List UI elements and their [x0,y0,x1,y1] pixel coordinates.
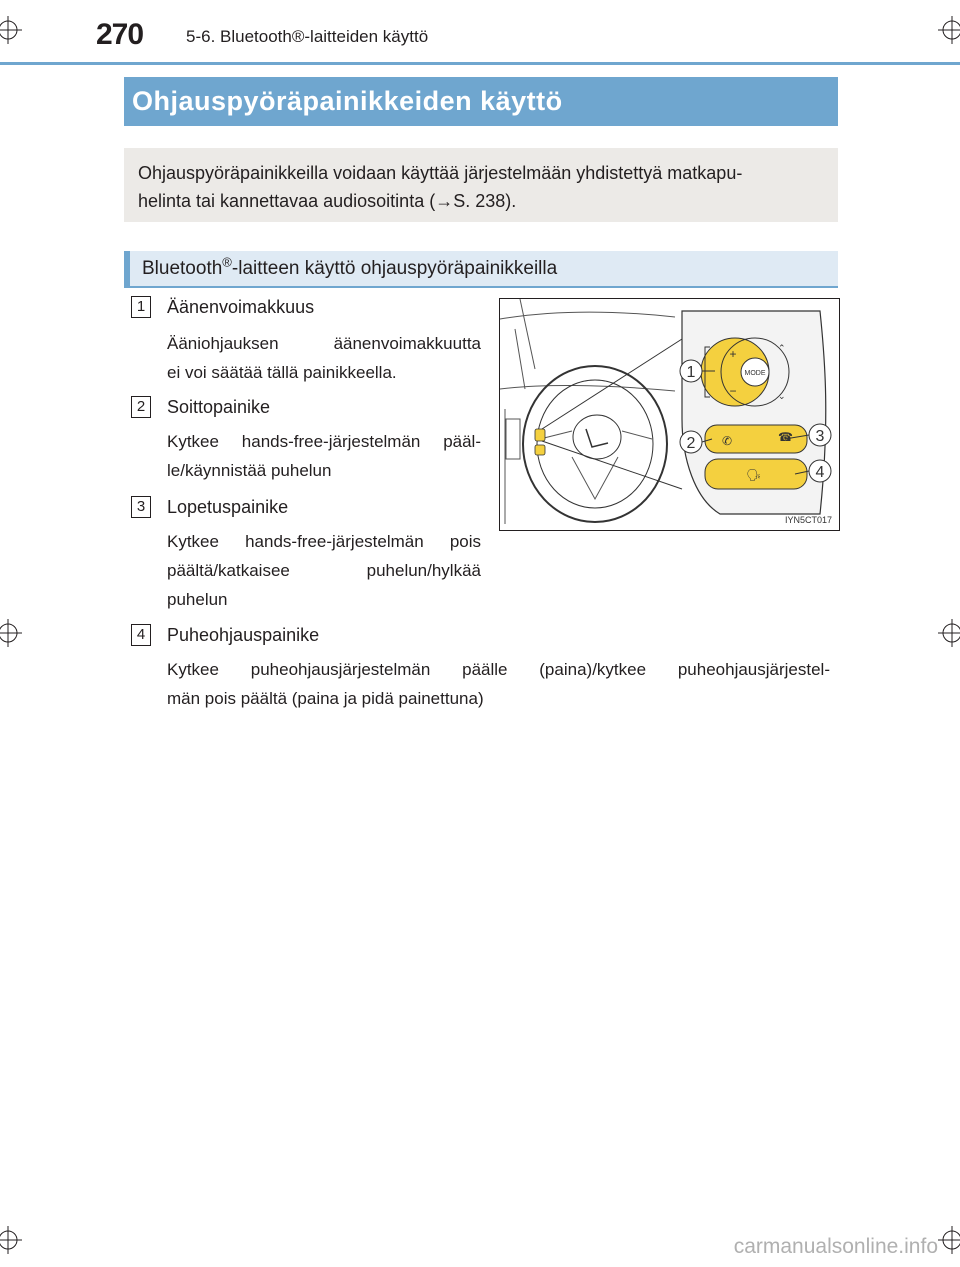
item-number-3: 3 [131,496,151,518]
intro-line-2: helinta tai kannettavaa audiosoitinta (→S. 238). [138,191,517,211]
item-desc-2 [167,427,481,485]
item-desc-2-line-1: Kytkee hands-free-järjestelmän pääl- [167,432,481,451]
item-desc-1-line-2: ei voi säätää tällä painikkeella. [167,363,397,382]
callout-3: 3 [815,428,825,445]
svg-text:✆: ✆ [722,434,733,448]
callout-4: 4 [815,464,825,481]
subheading-suffix: -laitteen käyttö ohjauspyöräpainikkeilla [231,258,558,279]
svg-text:⌄: ⌄ [778,391,786,401]
item-title-4: Puheohjauspainike [167,625,320,645]
steering-wheel-illustration [500,299,839,530]
page-title: Ohjauspyöräpainikkeiden käyttö [124,77,838,126]
mode-label: MODE [744,370,766,377]
item-title-3: Lopetuspainike [167,497,289,517]
item-number-1: 1 [131,296,151,318]
item-desc-3-line-1: Kytkee hands-free-järjestelmän pois [167,532,481,551]
svg-text:−: − [729,384,737,398]
page-number: 270 [96,18,144,51]
svg-text:🗣: 🗣 [746,468,762,482]
figure-code: IYN5CT017 [784,515,832,525]
item-title-1: Äänenvoimakkuus [167,297,315,317]
item-number-4: 4 [131,624,151,646]
item-title-2: Soittopainike [167,397,271,417]
item-desc-3 [167,527,481,614]
subheading-sup: ® [222,254,232,270]
svg-text:☎: ☎ [778,430,793,444]
subheading [124,251,838,288]
item-desc-2-line-2: le/käynnistää puhelun [167,461,332,480]
intro-line-1: Ohjauspyöräpainikkeilla voidaan käyttää järjestelmään yhdistettyä matkapu- [138,163,743,183]
item-desc-1 [167,329,481,387]
intro-box [124,148,838,222]
item-number-2: 2 [131,396,151,418]
svg-text:+: + [729,347,737,361]
item-desc-1-line-1: Ääniohjauksen äänenvoimakkuutta [167,334,481,353]
watermark: carmanualsonline.info [733,1235,938,1258]
steering-wheel-figure [499,298,840,531]
item-desc-3-line-3: puhelun [167,590,228,609]
subheading-prefix: Bluetooth [142,258,223,279]
item-desc-4-line-1: Kytkee puheohjausjärjestelmän päälle (paina)/kytkee puheohjausjärjestel- [167,660,830,679]
item-desc-4-line-2: män pois päältä (paina ja pidä painettuna) [167,689,484,708]
header-rule [0,62,960,65]
item-desc-4 [167,655,830,713]
section-header: 5-6. Bluetooth®-laitteiden käyttö [186,27,429,46]
callout-2: 2 [686,435,696,452]
svg-text:⌃: ⌃ [778,343,786,353]
callout-1: 1 [686,364,696,381]
item-desc-3-line-2: päältä/katkaisee puhelun/hylkää [167,561,481,580]
